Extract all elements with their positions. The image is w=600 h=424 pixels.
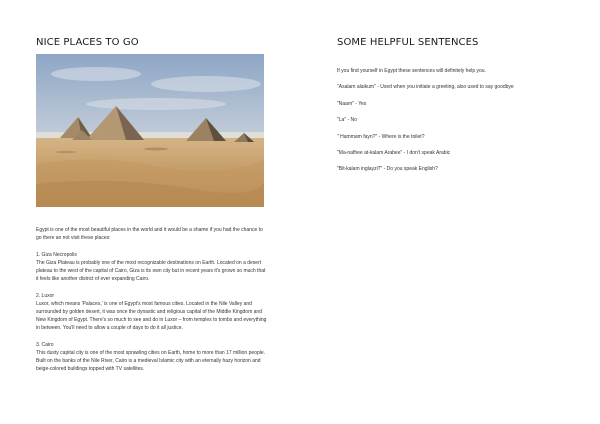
places-text — [36, 226, 268, 382]
sentence-item: "La" - No — [337, 117, 357, 124]
sentence-item: "Asalam alaikum" - Used when you initiate a greeting, also used to say goodbye — [337, 84, 514, 91]
page-heading: NICE PLACES TO GO — [36, 37, 139, 48]
sentences-list — [337, 67, 567, 182]
place-item — [36, 341, 268, 374]
place-item — [36, 292, 268, 333]
page-heading: SOME HELPFUL SENTENCES — [337, 37, 479, 48]
sentence-item: "Naam" - Yes — [337, 100, 367, 107]
pyramids-photo — [36, 54, 264, 207]
pyramids-image — [36, 54, 264, 207]
place-item — [36, 251, 268, 284]
right-page — [300, 0, 600, 424]
sentence-item: "Bit-kalam inglayzi?" - Do you speak English? — [337, 166, 438, 173]
sentence-item: "Ma-nafhee at-kalam Arabee" - I don't speak Arabic — [337, 149, 451, 156]
sentence-item: " Hammam fayn?" - Where is the toilet? — [337, 133, 425, 140]
place-title: 2. Luxor — [36, 292, 55, 299]
place-title: 3. Cairo — [36, 341, 54, 348]
place-description: The Giza Plateau is probably one of the most recognizable destinations on Earth. Located on a desert plateau to the west of the capital of Cairo, Giza is its own city but in recent years it's grown so much that it feels like another district of ever expanding Cairo. — [36, 259, 266, 283]
place-description: Luxor, which means 'Palaces,' is one of Egypt's most famous cities. Located in the Nile Valley and surrounded by golden desert, it was once the dynastic and religious capital of the Middle Kingdom and New Kingdom of Egypt. There's so much to see and do in Luxor – from temples to tombs and everything in between. You'll need to allow a couple of days to do it all justice. — [36, 300, 267, 332]
intro-paragraph: Egypt is one of the most beautiful places in the world and it would be a shame if you had the chance to go there an not visit these places: — [36, 227, 263, 242]
place-title: 1. Giza Necropolis — [36, 251, 77, 258]
sentences-intro: If you find yourself in Egypt these sentences will definitely help you. — [337, 68, 486, 74]
place-description: This dusty capital city is one of the most sprawling cities on Earth, home to more than 17 million people. Built on the banks of the Nile River, Cairo is a medieval Islamic city with an eternally hazy horizon and beige-colored buildings topped with TV satellites. — [36, 350, 266, 373]
